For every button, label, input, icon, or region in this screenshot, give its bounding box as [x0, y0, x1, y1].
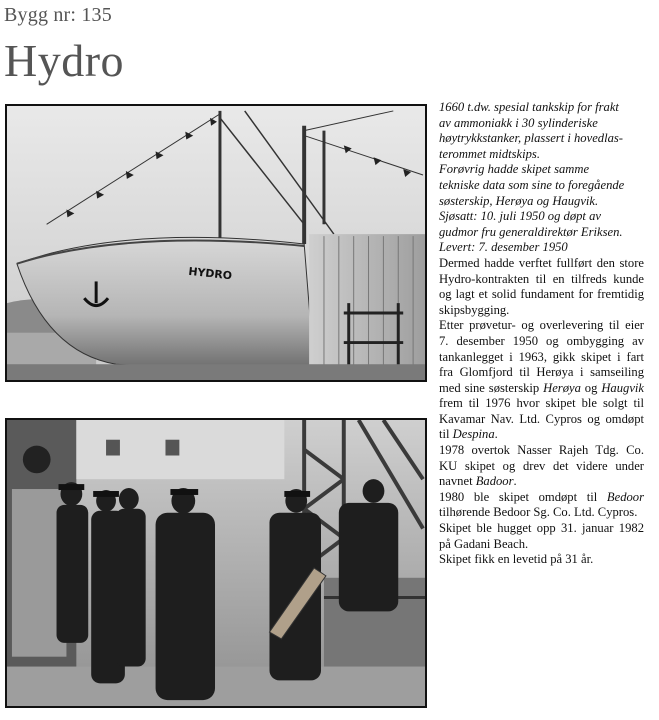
- ship-hull-photo: [5, 104, 427, 382]
- spec-line: tekniske data som sine to foregående: [439, 177, 625, 192]
- men-on-deck-photo: [5, 418, 427, 708]
- spec-line: av ammoniakk i 30 sylinderiske: [439, 115, 598, 130]
- page-title: Hydro: [4, 35, 125, 86]
- spec-line: terommet midtskips.: [439, 146, 540, 161]
- spec-line: gudmor fru generaldirektør Eriksen.: [439, 224, 623, 239]
- sister-ship-haugvik: Haugvik: [601, 380, 644, 395]
- text-span: og: [580, 380, 602, 395]
- paragraph-1980: [439, 490, 644, 521]
- name-despina: Despina: [452, 427, 495, 442]
- text-span: tilhørende Bedoor Sg. Co. Ltd. Cypros.: [439, 505, 638, 520]
- paragraph-contract: Dermed hadde verftet fullført den store Hydro-kontrakten til en tilfreds kunde og lagt et solid fundament for fremtidig skipsbygging.: [439, 255, 644, 317]
- paragraph-service: [439, 318, 644, 443]
- hull-lettering: HYDRO: [187, 264, 233, 283]
- text-span: .: [494, 427, 498, 442]
- text-span: frem til 1976 hvor skipet ble solgt til Kavamar Nav. Ltd. Cypros og omdøpt til: [439, 396, 644, 442]
- name-bedoor: Bedoor: [606, 489, 644, 504]
- ship-specs-italic: [439, 100, 644, 256]
- spec-line: 1660 t.dw. spesial tankskip for frakt: [439, 100, 619, 114]
- spec-line: Sjøsatt: 10. juli 1950 og døpt av: [439, 209, 601, 224]
- paragraph-scrapped: Skipet ble hugget opp 31. januar 1982 på Gadani Beach.: [439, 521, 644, 551]
- sister-ship-heroya: Herøya: [543, 380, 581, 395]
- paragraph-1978: [439, 443, 644, 490]
- spec-line: høytrykkstanker, plassert i hovedlas-: [439, 131, 623, 146]
- text-span: 1978 overtok Nasser Rajeh Tdg. Co. KU skipet og drev det videre under navnet: [439, 443, 644, 489]
- ship-history-text: [439, 100, 644, 568]
- spec-line: søsterskip, Herøya og Haugvik.: [439, 193, 599, 208]
- text-span: 1980 ble skipet omdøpt til: [439, 489, 607, 504]
- spec-line: Forøvrig hadde skipet samme: [439, 162, 590, 177]
- paragraph-lifetime: Skipet fikk en levetid på 31 år.: [439, 552, 594, 567]
- text-span: Etter prøvetur- og overlevering til eier 7. desember 1950 og ombygging av tankanlegget i 1963, gikk skipet i fart fra Glomfjord til Herøya i samseiling med sine søsterskip: [439, 318, 644, 395]
- spec-line: Levert: 7. desember 1950: [439, 240, 568, 255]
- build-number: Bygg nr: 135: [4, 4, 112, 26]
- name-badoor: Badoor: [475, 474, 514, 489]
- text-span: .: [513, 474, 517, 489]
